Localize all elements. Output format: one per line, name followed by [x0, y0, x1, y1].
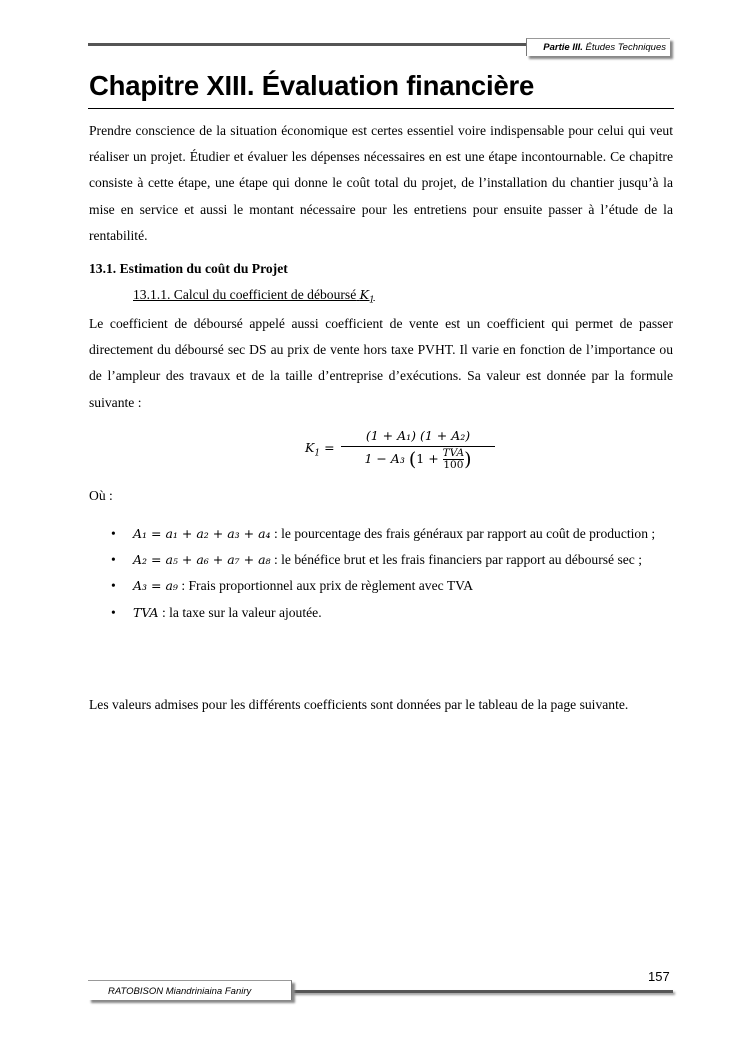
list-item: • A₂ = a₅ + a₆ + a₇ + a₈ : le bénéfice brut et les frais financiers par rapport au déboursé sec ;	[111, 552, 642, 568]
header-rule	[88, 43, 526, 46]
definition-paragraph: Le coefficient de déboursé appelé aussi coefficient de vente est un coefficient qui permet de passer directement du déboursé sec DS au prix de vente hors taxe PVHT. Il varie en fonction de l’importance ou de l’ampleur des travaux et de la taille d’entreprise d’exécutions. Sa valeur est donnée par la formule suivante :	[89, 316, 673, 410]
formula-numerator: (1 + A₁) (1 + A₂)	[365, 428, 471, 443]
chapter-title: Chapitre XIII. Évaluation financière	[89, 70, 535, 101]
formula-fraction	[341, 427, 495, 471]
formula-lhs: $K_1$ =	[305, 440, 335, 459]
formula-denominator: 1 − A₃ (1 + TVA 100)	[364, 447, 472, 471]
subsection-heading-text: 13.1.1. Calcul du coefficient de déboursé	[133, 287, 357, 302]
title-rule	[88, 108, 674, 109]
list-item: • TVA : la taxe sur la valeur ajoutée.	[111, 604, 322, 620]
list-item: • A₁ = a₁ + a₂ + a₃ + a₄ : le pourcentage des frais généraux par rapport au coût de production ;	[111, 526, 656, 541]
footer-author: RATOBISON Miandriniaina Faniry	[88, 980, 292, 1000]
header-part-label: Partie III.	[543, 42, 583, 53]
header-part-title: Études Techniques	[585, 42, 666, 53]
running-header	[526, 38, 670, 56]
section-heading: 13.1. Estimation du coût du Projet	[89, 261, 288, 276]
subsection-symbol: $K_1$	[359, 287, 375, 306]
footer-rule	[291, 990, 673, 993]
inner-fraction: TVA 100	[442, 447, 465, 471]
list-item: • A₃ = a₉ : Frais proportionnel aux prix de règlement avec TVA	[111, 578, 474, 594]
page-number: 157	[648, 969, 670, 984]
fraction-bar	[341, 446, 495, 447]
closing-paragraph: Les valeurs admises pour les différents coefficients sont données par le tableau de la page suivante.	[89, 697, 629, 712]
where-label: Où :	[89, 488, 113, 503]
coefficient-definitions-list	[89, 521, 673, 626]
subsection-heading	[133, 287, 375, 306]
intro-paragraph: Prendre conscience de la situation économique est certes essentiel voire indispensable pour celui qui veut réaliser un projet. Étudier et évaluer les dépenses nécessaires en est une étape incontournable. Ce chapitre consiste à cette étape, une étape qui donne le coût total du projet, de l’installation du chantier jusqu’à la mise en service et aussi le montant nécessaire pour les entretiens pour ensuite passer à l’étude de la rentabilité.	[89, 123, 673, 243]
